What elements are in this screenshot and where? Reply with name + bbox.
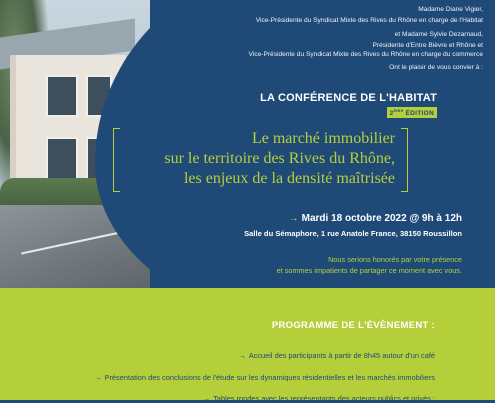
arrow-right-icon: → [202, 394, 211, 403]
programme-section [0, 288, 495, 403]
headline-line: sur le territoire des Rives du Rhône, [164, 150, 395, 167]
programme-item [238, 351, 435, 360]
window [46, 137, 78, 183]
programme-item-text: Présentation des conclusions de l'étude sur les dynamiques résidentielles et les marchés immobiliers [104, 373, 435, 382]
bracket-right [401, 128, 408, 192]
edition-suffix: ème [393, 108, 404, 113]
event-date [289, 213, 462, 224]
arrow-right-icon: → [288, 213, 299, 224]
honor-text [277, 255, 462, 276]
honor-line: Nous serions honorés par votre présence [328, 255, 462, 264]
arrow-right-icon: → [238, 351, 246, 360]
programme-title: PROGRAMME DE L'ÉVÈNEMENT : [271, 320, 435, 331]
headline [118, 129, 395, 189]
intro-line: Présidente d'Entre Bièvre et Rhône et [372, 42, 483, 50]
invitation-intro [153, 6, 483, 75]
programme-item-text: Tables rondes avec les représentants des acteurs publics et privés : [213, 394, 435, 403]
intro-line: Ont le plaisir de vous convier à : [389, 64, 483, 72]
programme-item-text: Accueil des participants à partir de 8h45 autour d'un café [248, 351, 435, 360]
programme-item [203, 394, 435, 403]
intro-line: et Madame Sylvie Dezarnaud, [394, 30, 483, 38]
programme-item [94, 373, 435, 382]
event-date-text: Mardi 18 octobre 2022 @ 9h à 12h [301, 213, 462, 224]
conference-title: LA CONFÉRENCE DE L'HABITAT [260, 92, 437, 104]
headline-line: les enjeux de la densité maîtrisée [183, 170, 395, 187]
intro-line: Vice-Présidente du Syndicat Mixte des Rives du Rhône en charge du commerce [248, 50, 483, 58]
edition-number: 2 [389, 110, 394, 118]
edition-label: ÉDITION [403, 110, 434, 118]
intro-line: Madame Diane Vigier, [418, 6, 483, 13]
event-venue: Salle du Sémaphore, 1 rue Anatole France, 38150 Roussillon [244, 229, 462, 238]
intro-line: Vice-Présidente du Syndicat Mixte des Rives du Rhône en charge de l'Habitat [255, 17, 483, 25]
arrow-right-icon: → [94, 373, 102, 382]
edition-badge [387, 107, 437, 118]
headline-line: Le marché immobilier [251, 130, 395, 147]
honor-line: et sommes impatients de partager ce moment avec vous. [276, 265, 462, 275]
